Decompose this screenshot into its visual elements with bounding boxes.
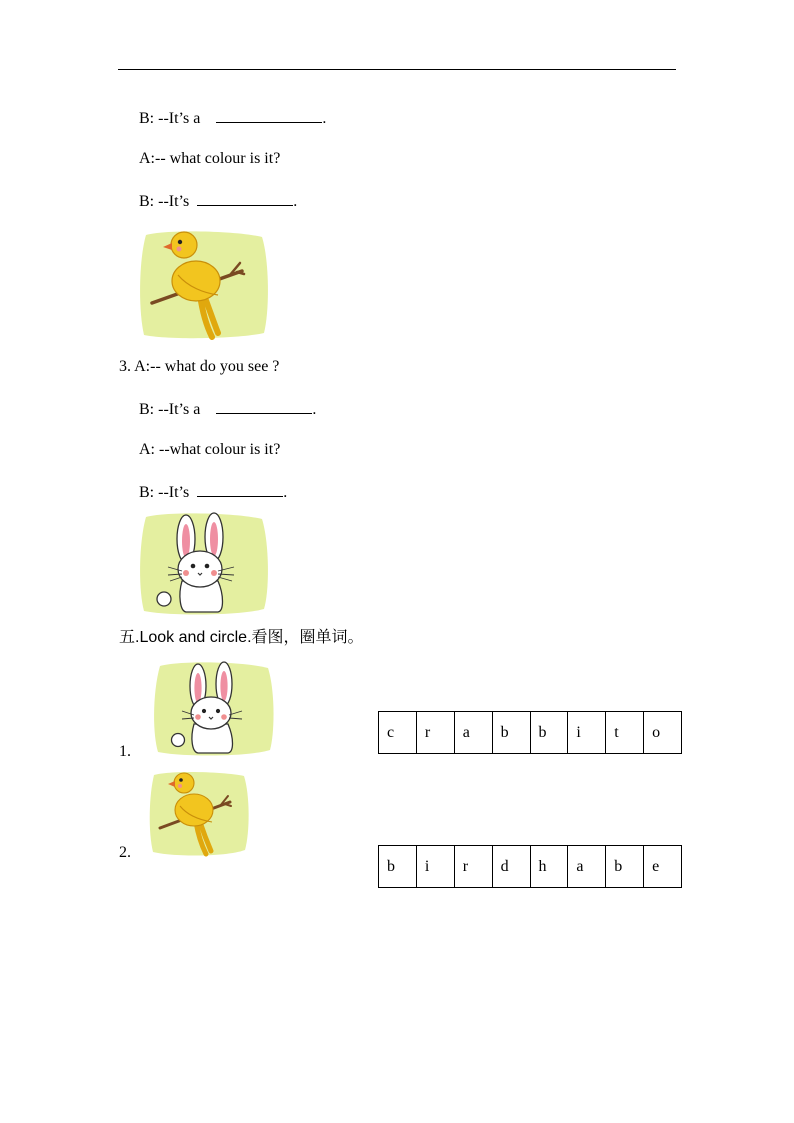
q3-question-line-1: 3. A:-- what do you see ? [119,358,280,375]
rabbit-icon [138,511,270,616]
bird-icon [138,229,270,340]
letter-cell[interactable]: b [606,846,644,888]
letter-cell[interactable]: b [530,712,568,754]
letter-row [379,712,682,754]
letter-cell[interactable]: t [606,712,644,754]
answer-blank[interactable] [216,108,322,123]
item-number: 2. [119,844,131,861]
q2-answer-line-2: B: --It’s . [139,193,298,210]
bird-icon [148,770,250,857]
letter-cell[interactable]: d [492,846,530,888]
letter-grid-2 [378,845,682,888]
header-rule [118,69,676,70]
letter-cell[interactable]: h [530,846,568,888]
q3-answer-line-2: B: --It’s . [139,484,288,501]
letter-cell[interactable]: c [379,712,417,754]
q3-answer-line-1: B: --It’s a . [139,401,317,418]
rabbit-icon [152,660,275,757]
letter-cell[interactable]: o [644,712,682,754]
letter-cell[interactable]: i [416,846,454,888]
letter-row [379,846,682,888]
letter-cell[interactable]: r [454,846,492,888]
letter-cell[interactable]: i [568,712,606,754]
q3-question-line-2: A: --what colour is it? [139,441,281,458]
letter-cell[interactable]: b [379,846,417,888]
letter-grid-1 [378,711,682,754]
section-five-title: 五.Look and circle.看图，圈单词。 [119,629,364,646]
answer-blank[interactable] [197,482,283,497]
q2-question-line: A:-- what colour is it? [139,150,281,167]
q2-answer-line-1: B: --It’s a . [139,110,327,127]
letter-cell[interactable]: r [416,712,454,754]
answer-blank[interactable] [197,191,293,206]
item-number: 1. [119,743,131,760]
letter-cell[interactable]: a [454,712,492,754]
letter-cell[interactable]: e [644,846,682,888]
letter-cell[interactable]: b [492,712,530,754]
answer-blank[interactable] [216,399,312,414]
letter-cell[interactable]: a [568,846,606,888]
